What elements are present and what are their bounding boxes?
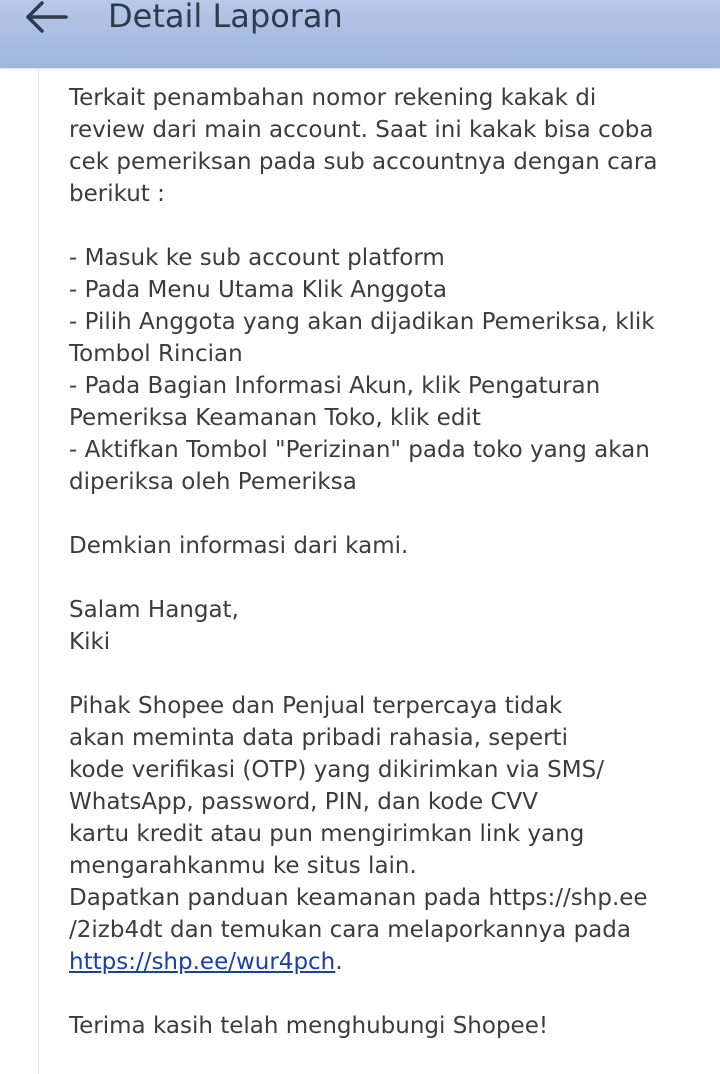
thanks-paragraph: [69, 1010, 709, 1042]
notice-line: WhatsApp, password, PIN, dan kode CVV: [69, 789, 539, 815]
intro-line: review dari main account. Saat ini kakak bisa coba: [69, 117, 654, 143]
step-line: - Aktifkan Tombol "Perizinan" pada toko yang akan: [69, 437, 650, 463]
message-body: [69, 82, 709, 1074]
intro-line: cek pemeriksan pada sub accountnya dengan cara: [69, 149, 658, 175]
back-button[interactable]: [22, 0, 72, 36]
notice-line: kartu kredit atau pun mengirimkan link yang: [69, 821, 585, 847]
sign-off: [69, 594, 709, 658]
intro-paragraph: [69, 82, 709, 210]
closing-text: Demkian informasi dari kami.: [69, 533, 409, 559]
step-line: - Pilih Anggota yang akan dijadikan Pemeriksa, klik: [69, 309, 655, 335]
step-line: - Pada Menu Utama Klik Anggota: [69, 277, 447, 303]
greeting-text: Salam Hangat,: [69, 597, 239, 623]
steps-list: [69, 242, 709, 498]
step-line: - Masuk ke sub account platform: [69, 245, 445, 271]
link-suffix: .: [335, 949, 343, 975]
step-line: diperiksa oleh Pemeriksa: [69, 469, 357, 495]
notice-line: akan meminta data pribadi rahasia, seperti: [69, 725, 568, 751]
step-line: - Pada Bagian Informasi Akun, klik Pengaturan: [69, 373, 601, 399]
notice-line: Dapatkan panduan keamanan pada https://shp.ee: [69, 885, 648, 911]
step-line: Pemeriksa Keamanan Toko, klik edit: [69, 405, 481, 431]
notice-line: kode verifikasi (OTP) yang dikirimkan via SMS/: [69, 757, 604, 783]
step-line: Tombol Rincian: [69, 341, 243, 367]
arrow-left-icon: [22, 0, 72, 36]
closing-paragraph: [69, 530, 709, 562]
report-link[interactable]: https://shp.ee/wur4pch: [69, 949, 336, 975]
app-header: [0, 0, 720, 68]
report-link-line: [69, 946, 709, 978]
intro-line: berikut :: [69, 181, 165, 207]
intro-line: Terkait penambahan nomor rekening kakak di: [69, 85, 597, 111]
page-title: Detail Laporan: [108, 0, 343, 35]
thanks-text: Terima kasih telah menghubungi Shopee!: [69, 1013, 549, 1039]
notice-line: /2izb4dt dan temukan cara melaporkannya pada: [69, 917, 631, 943]
notice-line: Pihak Shopee dan Penjual terpercaya tidak: [69, 693, 563, 719]
report-detail-panel: [38, 68, 720, 1074]
notice-line: mengarahkanmu ke situs lain.: [69, 853, 417, 879]
signature-name: Kiki: [69, 629, 111, 655]
security-notice: [69, 690, 709, 978]
